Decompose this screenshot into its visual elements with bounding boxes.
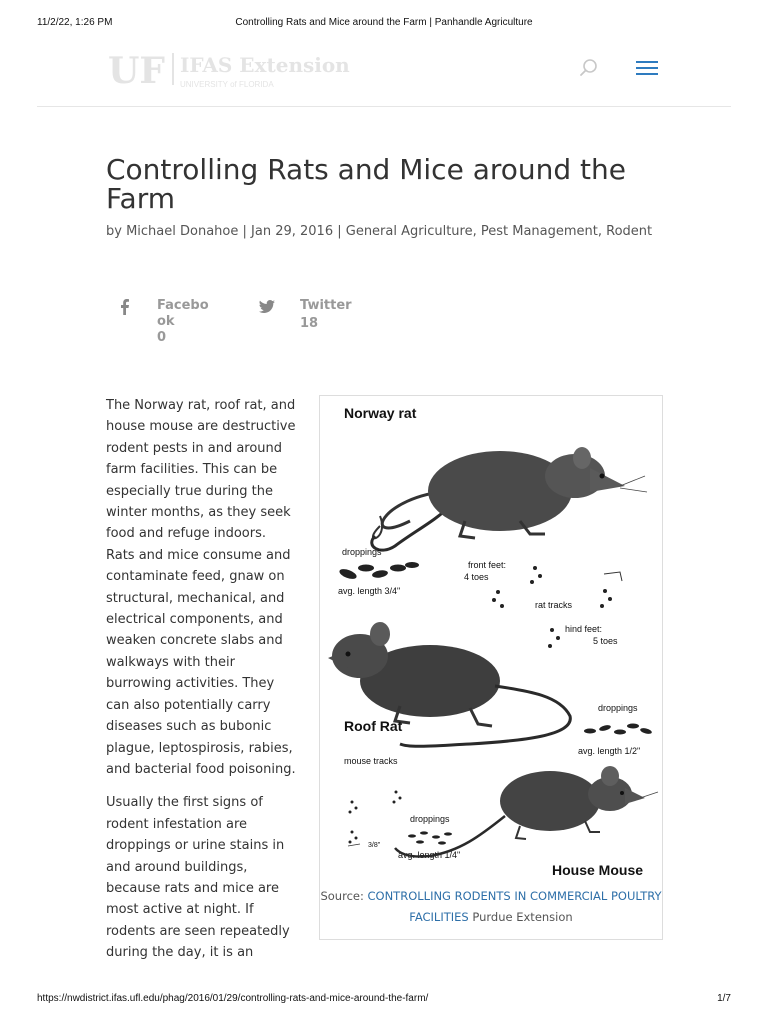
label-roof-rat: Roof Rat [344, 718, 403, 734]
meta-separator: | [333, 224, 346, 239]
facebook-share-button[interactable] [116, 296, 226, 356]
label-house-mouse: House Mouse [552, 862, 644, 878]
label-avg-length-1: avg. length 3/4" [338, 586, 401, 596]
label-mouse-tracks: mouse tracks [344, 756, 398, 766]
article-body [106, 395, 296, 976]
label-scale: 3/8" [368, 842, 381, 849]
caption-suffix: Purdue Extension [468, 910, 573, 924]
caption-source-link[interactable]: CONTROLLING RODENTS IN COMMERCIAL POULTRY FACILITIES [367, 889, 662, 924]
label-droppings-2: droppings [598, 703, 638, 713]
label-avg-length-2: avg. length 1/2" [578, 746, 641, 756]
twitter-share-count: 18 [300, 316, 319, 331]
print-header [0, 17, 768, 31]
meta-separator: | [238, 224, 252, 239]
print-footer [0, 993, 768, 1007]
post-meta: by Michael Donahoe | Jan 29, 2016 | General Agriculture, Pest Management, Rodent [106, 224, 653, 239]
label-avg-length-3: avg. length 1/4" [398, 850, 461, 860]
facebook-icon [116, 298, 134, 316]
twitter-icon [258, 298, 276, 316]
rodent-identification-figure [319, 395, 663, 940]
rodent-illustration [320, 396, 662, 886]
norway-rat-drawing [372, 447, 647, 550]
label-hind-feet: hind feet: [565, 624, 603, 634]
facebook-share-count: 0 [157, 330, 167, 345]
logo-sub: UNIVERSITY of FLORIDA [180, 80, 274, 89]
logo-uf: UF [108, 50, 165, 92]
category-link-pest-management[interactable]: Pest Management [480, 224, 598, 239]
body-paragraph-2: Usually the first signs of rodent infestation are droppings or urine stains in and around buildings, because rats and mice are most active at night. If rodents are seen repeatedly during the day, it is an [106, 795, 290, 961]
mouse-tracks-drawing [348, 791, 402, 847]
header-divider [37, 106, 731, 107]
category-link-general-agriculture[interactable]: General Agriculture [345, 224, 473, 239]
figure-caption [320, 886, 662, 928]
roof-droppings-drawing [584, 724, 652, 735]
label-rat-tracks: rat tracks [535, 600, 573, 610]
norway-droppings-drawing [338, 562, 419, 581]
body-paragraph-1: The Norway rat, roof rat, and house mouse are destructive rodent pests in and around farm facilities. This can be especially true during the winter months, as they seek food and refuge indoors. Rats and mice consume and contaminate feed, gnaw on structural, mechanical, and electrical components, and weaken concrete slabs and walkways with their burrowing activities. They can also potentially carry diseases such as bubonic plague, leptospirosis, rabies, and bacterial food poisoning. [106, 398, 296, 777]
logo-org: IFAS Extension [180, 53, 350, 77]
print-url: https://nwdistrict.ifas.ufl.edu/phag/2016/01/29/controlling-rats-and-mice-around-the-farm/ [37, 993, 429, 1004]
label-norway-rat: Norway rat [344, 405, 417, 421]
uf-ifas-extension-logo[interactable] [108, 47, 388, 93]
search-icon[interactable] [579, 58, 599, 78]
hamburger-menu-icon[interactable] [636, 61, 658, 79]
print-page-number: 1/7 [717, 993, 731, 1004]
twitter-share-button[interactable] [258, 296, 368, 336]
label-front-feet: front feet: [468, 560, 507, 570]
print-page-title: Controlling Rats and Mice around the Farm | Panhandle Agriculture [235, 17, 533, 28]
post-title: Controlling Rats and Mice around the Farm [106, 153, 626, 215]
label-front-toes: 4 toes [464, 572, 489, 582]
meta-prefix: by [106, 224, 127, 239]
category-link-rodent[interactable]: Rodent [606, 224, 653, 239]
label-droppings-1: droppings [342, 547, 382, 557]
author-link[interactable]: Michael Donahoe [126, 224, 239, 239]
mouse-droppings-drawing [408, 831, 452, 844]
twitter-share-label: Twitter [300, 298, 352, 313]
label-hind-toes: 5 toes [593, 636, 618, 646]
house-mouse-drawing [395, 766, 658, 857]
print-datetime: 11/2/22, 1:26 PM [37, 17, 113, 28]
label-droppings-3: droppings [410, 814, 450, 824]
post-date: Jan 29, 2016 [251, 224, 334, 239]
caption-prefix: Source: [320, 889, 368, 903]
facebook-share-label: Facebook [157, 298, 209, 329]
